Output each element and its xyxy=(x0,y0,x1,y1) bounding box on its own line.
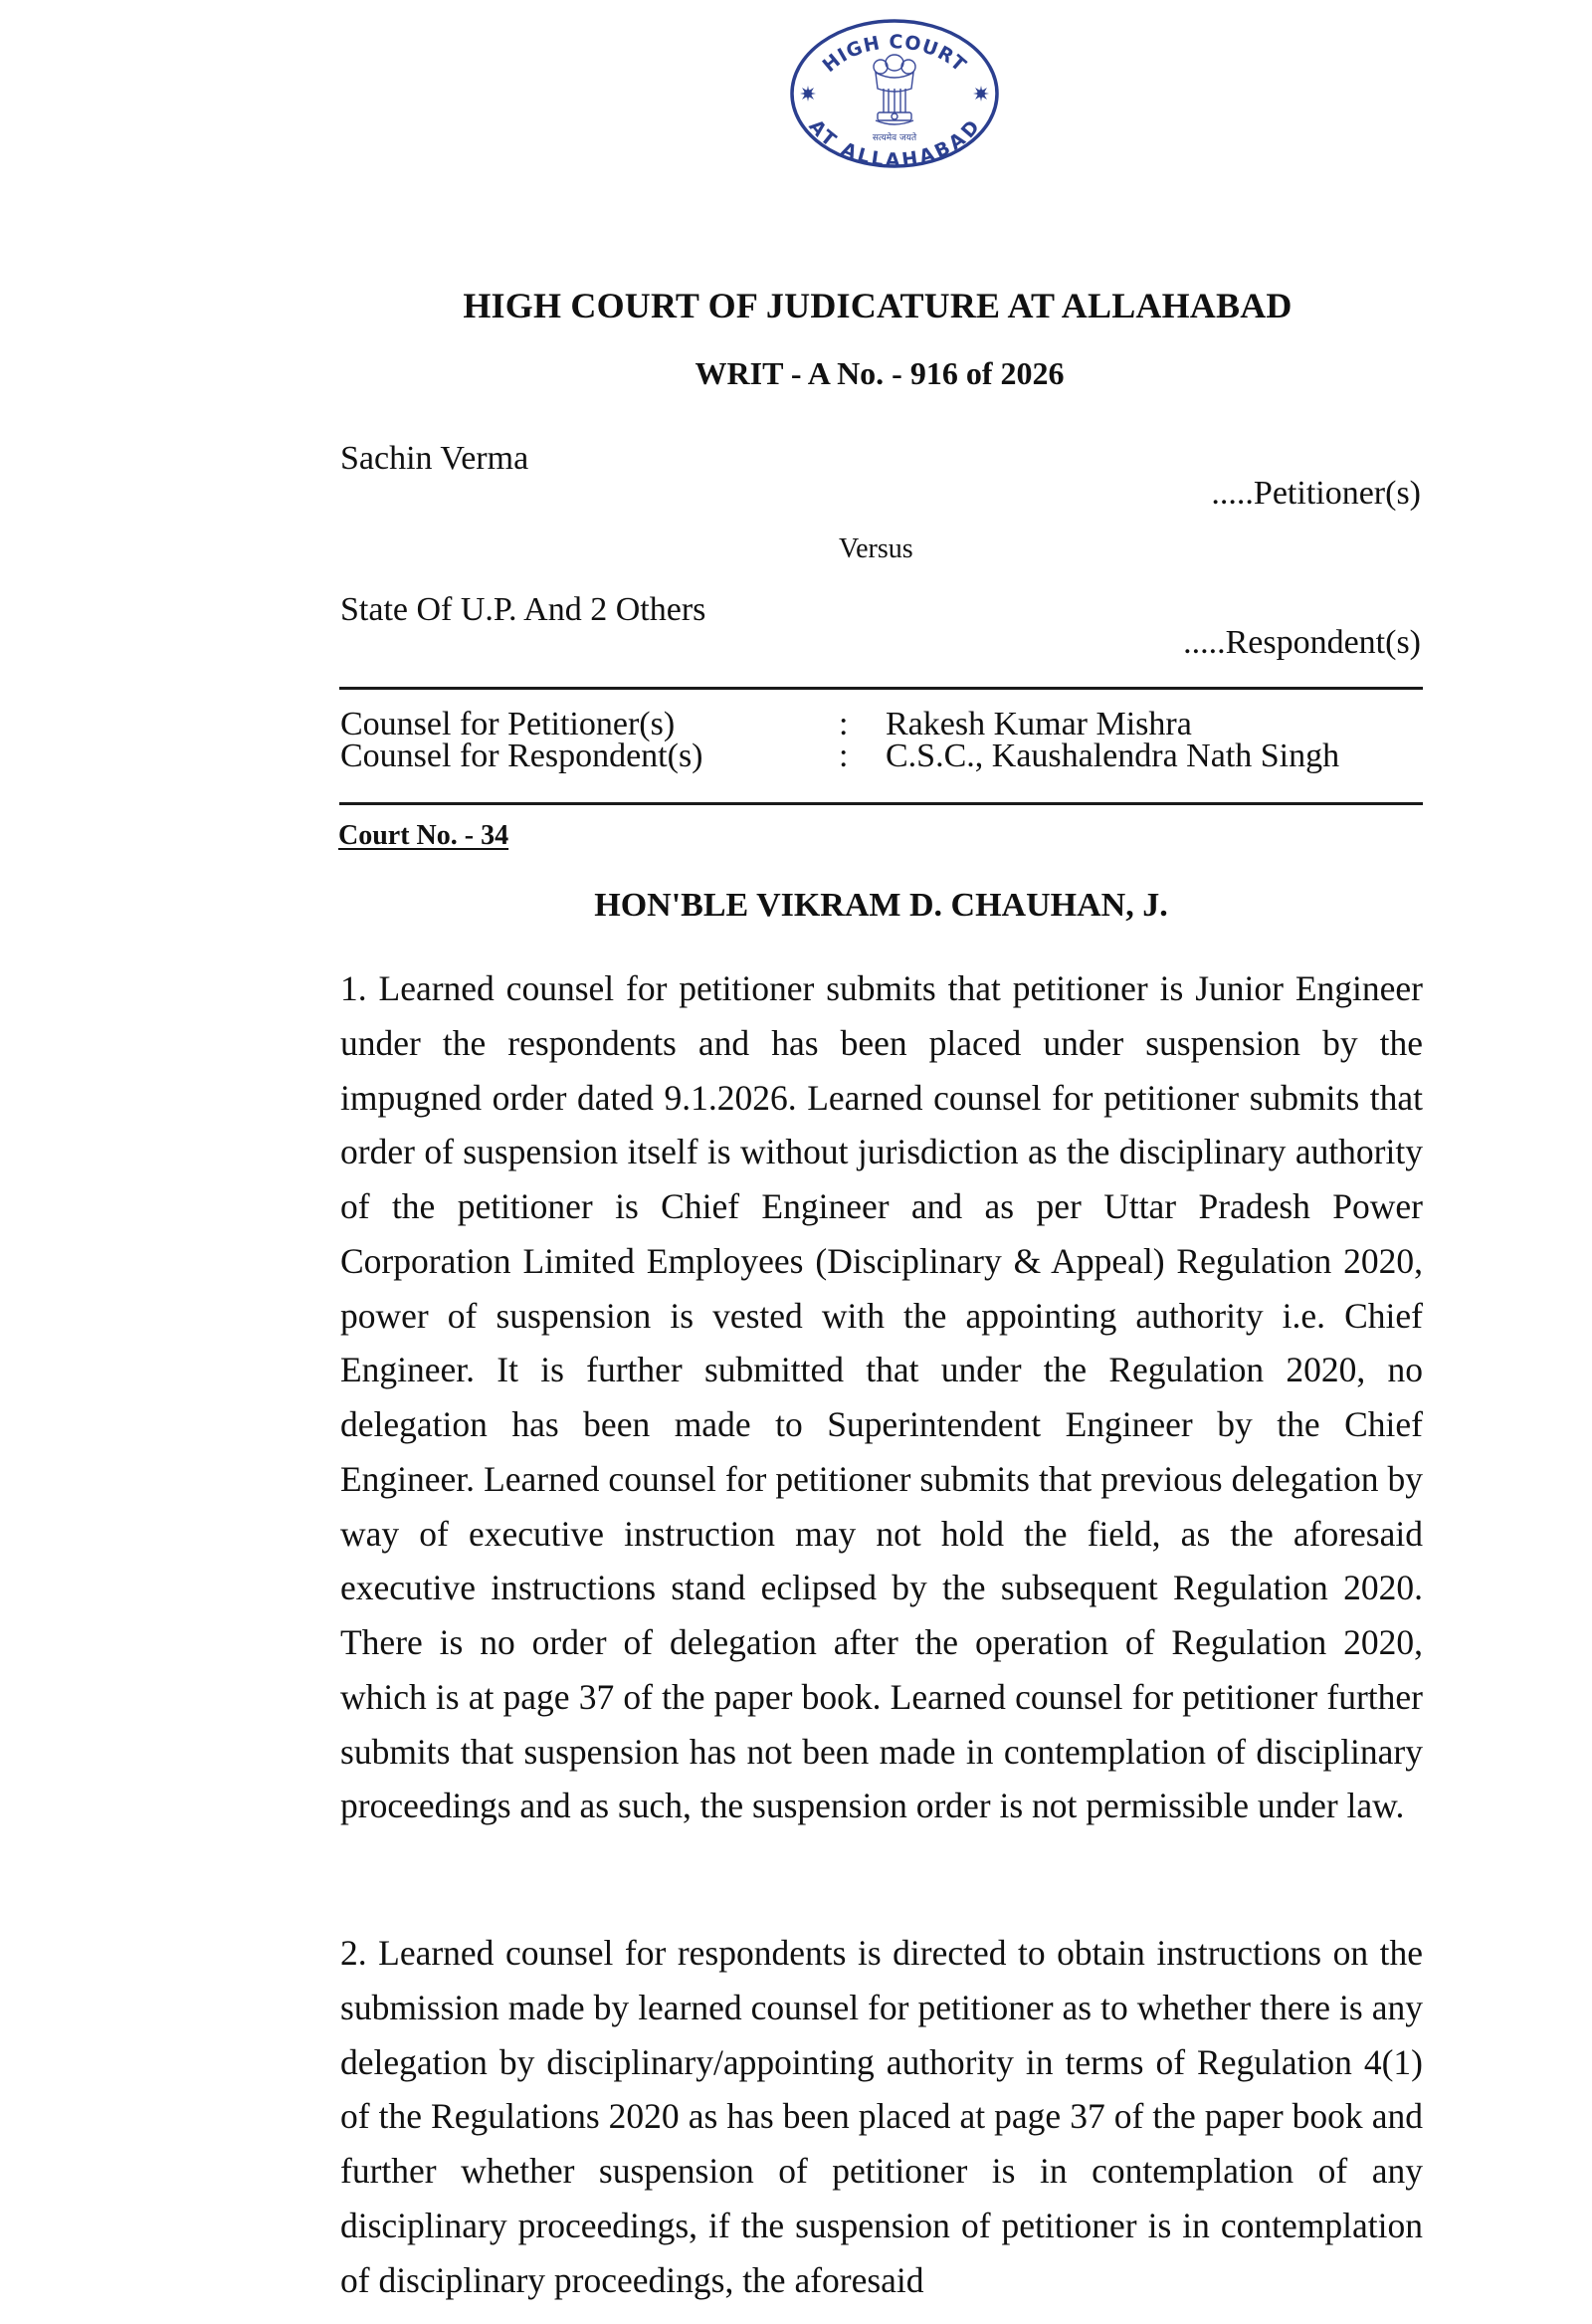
divider-bottom xyxy=(339,802,1423,805)
counsel-separator: : xyxy=(839,738,849,774)
counsel-label-respondent: Counsel for Respondent(s) xyxy=(340,738,703,774)
respondent-name: State Of U.P. And 2 Others xyxy=(340,591,706,628)
national-emblem-icon xyxy=(874,55,915,124)
petitioner-role: .....Petitioner(s) xyxy=(1211,475,1421,512)
order-paragraph-2: 2. Learned counsel for respondents is directed to obtain instructions on the submission made by learned counsel for petitioner as to whether there is any delegation by disciplinary/appointing authority in terms of Regulation 4(1) of the Regulations 2020 as has been placed at page 37 of the paper book and further whether suspension of petitioner is in contemplation of any disciplinary proceedings, if the suspension of petitioner is in contemplation of disciplinary proceedings, the aforesaid xyxy=(340,1933,1423,2300)
counsel-separator: : xyxy=(839,706,849,742)
logo-top-text: HIGH COURT xyxy=(818,31,971,78)
court-number: Court No. - 34 xyxy=(338,820,509,851)
counsel-value-petitioner: Rakesh Kumar Mishra xyxy=(886,706,1192,742)
versus-label: Versus xyxy=(839,533,913,564)
counsel-label-petitioner: Counsel for Petitioner(s) xyxy=(340,706,676,742)
petitioner-name: Sachin Verma xyxy=(340,440,529,477)
judge-name: HON'BLE VIKRAM D. CHAUHAN, J. xyxy=(594,887,1168,924)
high-court-allahabad-logo xyxy=(788,17,1001,170)
divider-top xyxy=(339,687,1423,690)
logo-bottom-text: AT ALLAHABAD xyxy=(804,115,985,170)
counsel-value-respondent: C.S.C., Kaushalendra Nath Singh xyxy=(886,738,1340,774)
star-icon-right xyxy=(973,86,989,102)
logo-motto: सत्यमेव जयते xyxy=(872,133,917,143)
star-icon-left xyxy=(800,86,816,102)
order-paragraph-1: 1. Learned counsel for petitioner submits that petitioner is Junior Engineer under the respondents and has been placed under suspension by the impugned order dated 9.1.2026. Learned counsel for petitioner submits that order of suspension itself is without jurisdiction as the disciplinary authority of the petitioner is Chief Engineer and as per Uttar Pradesh Power Corporation Limited Employees (Disciplinary & Appeal) Regulation 2020, power of suspension is vested with the appointing authority i.e. Chief Engineer. It is further submitted that under the Regulation 2020, no delegation has been made to Superintendent Engineer by the Chief Engineer. Learned counsel for petitioner submits that previous delegation by way of executive instruction may not hold the field, as the aforesaid executive instructions stand eclipsed by the subsequent Regulation 2020. There is no order of delegation after the operation of Regulation 2020, which is at page 37 of the paper book. Learned counsel for petitioner further submits that suspension has not been made in contemplation of disciplinary proceedings and as such, the suspension order is not permissible under law. xyxy=(340,968,1423,1826)
court-title: HIGH COURT OF JUDICATURE AT ALLAHABAD xyxy=(463,286,1293,325)
case-number: WRIT - A No. - 916 of 2026 xyxy=(695,355,1065,391)
respondent-role: .....Respondent(s) xyxy=(1183,624,1421,661)
